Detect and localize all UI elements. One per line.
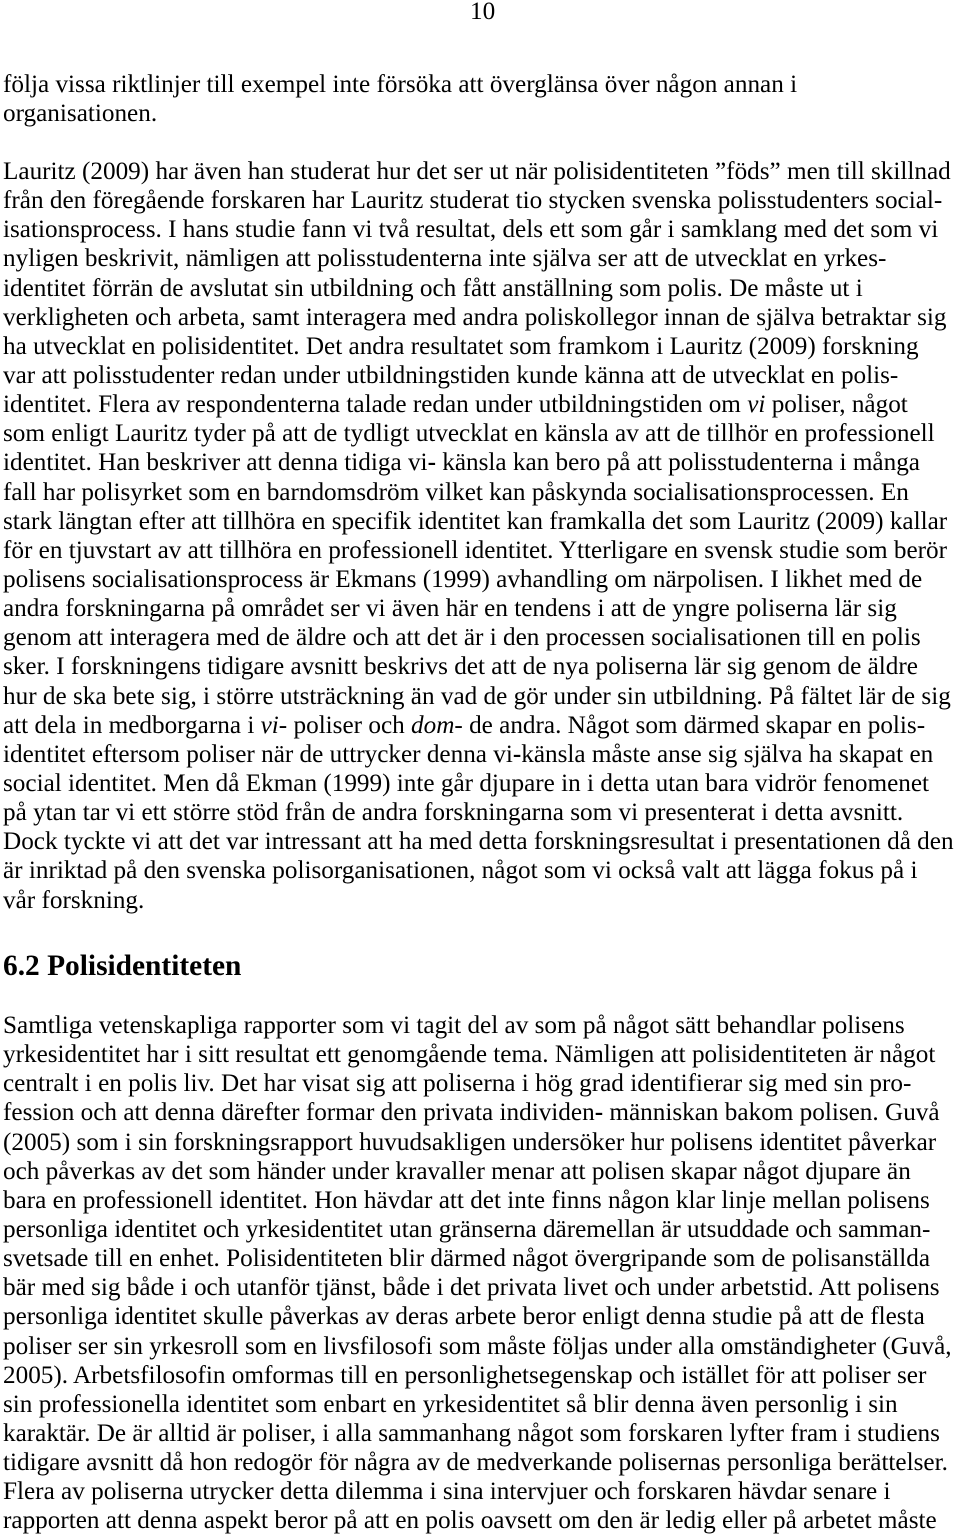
bold-hyphen: - xyxy=(427,449,436,477)
text-run: de andra. Något som därmed skapar en polis- xyxy=(462,711,926,739)
text-line: bara en professionell identitet. Hon hävdar att det inte finns någon klar linje mellan polisens xyxy=(3,1186,930,1214)
text-line: är inriktad på den svenska polisorganisationen, något som vi också valt att lägga fokus på i xyxy=(3,857,918,885)
text-line xyxy=(3,1098,959,1127)
text-line: för en tjuvstart av att tillhöra en professionell identitet. Ytterligare en svensk studie som berör xyxy=(3,536,948,564)
section-heading: 6.2 Polisidentiteten xyxy=(3,950,242,982)
text-line: som enligt Lauritz tyder på att de tydligt utvecklat en känsla av att de tillhör en professionell xyxy=(3,420,935,448)
text-line: sker. I forskningens tidigare avsnitt beskrivs det att de nya poliserna lär sig genom de äldre xyxy=(3,653,918,681)
text-line: yrkesidentitet har i sitt resultat ett genomgående tema. Nämligen att polisidentiteten är något xyxy=(3,1041,936,1069)
text-line: från den föregående forskaren har Lauritz studerat tio stycken svenska polisstudenters social- xyxy=(3,187,943,215)
text-line xyxy=(3,740,959,769)
emphasis: dom- xyxy=(411,711,463,739)
text-line xyxy=(3,711,959,740)
text-line: vår forskning. xyxy=(3,886,145,914)
text-line: bär med sig både i och utanför tjänst, både i det privata livet och under arbetstid. Att polisens xyxy=(3,1274,940,1302)
text-line: Flera av poliserna utrycker detta dilemma i sina intervjuer och forskaren hävdar senare i xyxy=(3,1478,891,1506)
text-run: människan bakom polisen. Guvå xyxy=(603,1099,940,1127)
text-line: verkligheten och arbeta, samt interagera med andra poliskollegor innan de själva betraktar sig xyxy=(3,303,947,331)
text-line: karaktär. De är alltid är poliser, i alla sammanhang något som forskaren lyfter fram i studiens xyxy=(3,1419,940,1447)
text-run: identitet eftersom poliser när de uttrycker denna vi xyxy=(3,740,513,768)
text-line: identitet förrän de avslutat sin utbildning och fått anställning som polis. De måste ut i xyxy=(3,274,863,302)
text-line: Dock tyckte vi att det var intressant att ha med detta forskningsresultat i presentationen då den xyxy=(3,828,954,856)
text-run: att dela in medborgarna i xyxy=(3,711,261,739)
paragraph xyxy=(3,1011,959,1536)
bold-hyphen: - xyxy=(512,740,522,768)
text-line: organisationen. xyxy=(3,100,158,128)
paragraph xyxy=(3,70,959,128)
text-run: poliser och xyxy=(287,711,412,739)
text-line: stark längtan efter att tillhöra en specifik identitet kan framkalla det som Lauritz (2009) kallar xyxy=(3,507,948,535)
text-line: centralt i en polis liv. Det har visat sig att poliserna i hög grad identifierar sig med sin pro- xyxy=(3,1070,912,1098)
text-line: och påverkas av det som händer under kravaller menar att polisen skapar något djupare än xyxy=(3,1157,911,1185)
text-line: sin professionella identitet som enbart en yrkesidentitet så blir denna även personlig i sin xyxy=(3,1390,898,1418)
text-line: andra forskningarna på området ser vi även här en tendens i att de yngre poliserna lär sig xyxy=(3,595,897,623)
text-line: tidigare avsnitt då hon redogör för några av de medverkande polisernas personliga berättelser. xyxy=(3,1449,948,1477)
text-line xyxy=(3,448,959,477)
text-line: personliga identitet skulle påverkas av deras arbete beror enligt denna studie på att de flesta xyxy=(3,1303,925,1331)
text-line: personliga identitet och yrkesidentitet utan gränserna däremellan är utsuddade och samman- xyxy=(3,1215,931,1243)
text-line: social identitet. Men då Ekman (1999) inte går djupare in i detta utan bara vidrör fenomenet xyxy=(3,769,930,797)
text-run: känsla måste anse sig själva ha skapat en xyxy=(521,740,934,768)
text-run: identitet. Flera av respondenterna talade redan under utbildningstiden om xyxy=(3,391,748,419)
text-line: poliser ser sin yrkesroll som en livsfilosofi som måste följas under alla omständigheter (Guvå, xyxy=(3,1332,952,1360)
text-line: svetsade till en enhet. Polisidentiteten blir därmed något övergripande som de polisanställda xyxy=(3,1245,931,1273)
text-run: känsla kan bero på att polisstudenterna i många xyxy=(435,449,920,477)
text-run: fession och att denna därefter formar den privata individen xyxy=(3,1099,595,1127)
paragraph xyxy=(3,157,959,915)
bold-hyphen: - xyxy=(594,1099,604,1127)
text-line: Samtliga vetenskapliga rapporter som vi tagit del av som på något sätt behandlar polisens xyxy=(3,1012,905,1039)
text-line: följa vissa riktlinjer till exempel inte försöka att överglänsa över någon annan i xyxy=(3,71,798,98)
text-line: ha utvecklat en polisidentitet. Det andra resultatet som framkom i Lauritz (2009) forskning xyxy=(3,332,919,360)
text-line: var att polisstudenter redan under utbildningstiden kunde känna att de utvecklat en polis- xyxy=(3,361,899,389)
text-line: nyligen beskrivit, nämligen att polisstudenterna inte själva ser att de utvecklat en yrkes- xyxy=(3,245,887,273)
text-line: hur de ska bete sig, i större utsträckning än vad de gör under sin utbildning. På fältet lär de sig xyxy=(3,682,951,710)
emphasis: vi xyxy=(747,391,766,419)
emphasis: vi- xyxy=(260,711,288,739)
text-line: fall har polisyrket som en barndomsdröm vilket kan påskynda socialisationsprocessen. En xyxy=(3,478,909,506)
text-line: rapporten att denna aspekt beror på att en polis oavsett om den är ledig eller på arbetet måste xyxy=(3,1507,937,1535)
text-line xyxy=(3,390,959,419)
text-run: identitet. Han beskriver att denna tidiga vi xyxy=(3,449,428,477)
text-run: poliser, något xyxy=(765,391,908,419)
text-line: genom att interagera med de äldre och att det är i den processen socialisationen till en polis xyxy=(3,624,921,652)
text-line: Lauritz (2009) har även han studerat hur det ser ut när polisidentiteten ”föds” men till skillnad xyxy=(3,158,951,185)
text-line: på ytan tar vi ett större stöd från de andra forskningarna som vi presenterat i detta avsnitt. xyxy=(3,799,904,827)
text-line: (2005) som i sin forskningsrapport huvudsakligen undersöker hur polisens identitet påverkar xyxy=(3,1128,937,1156)
text-line: isationsprocess. I hans studie fann vi två resultat, dels ett som går i samklang med det som vi xyxy=(3,216,939,244)
page-number: 10 xyxy=(470,0,496,25)
text-line: 2005). Arbetsfilosofin omformas till en personlighetsegenskap och istället för att poliser ser xyxy=(3,1361,927,1389)
text-line: polisens socialisationsprocess är Ekmans (1999) avhandling om närpolisen. I likhet med de xyxy=(3,565,923,593)
